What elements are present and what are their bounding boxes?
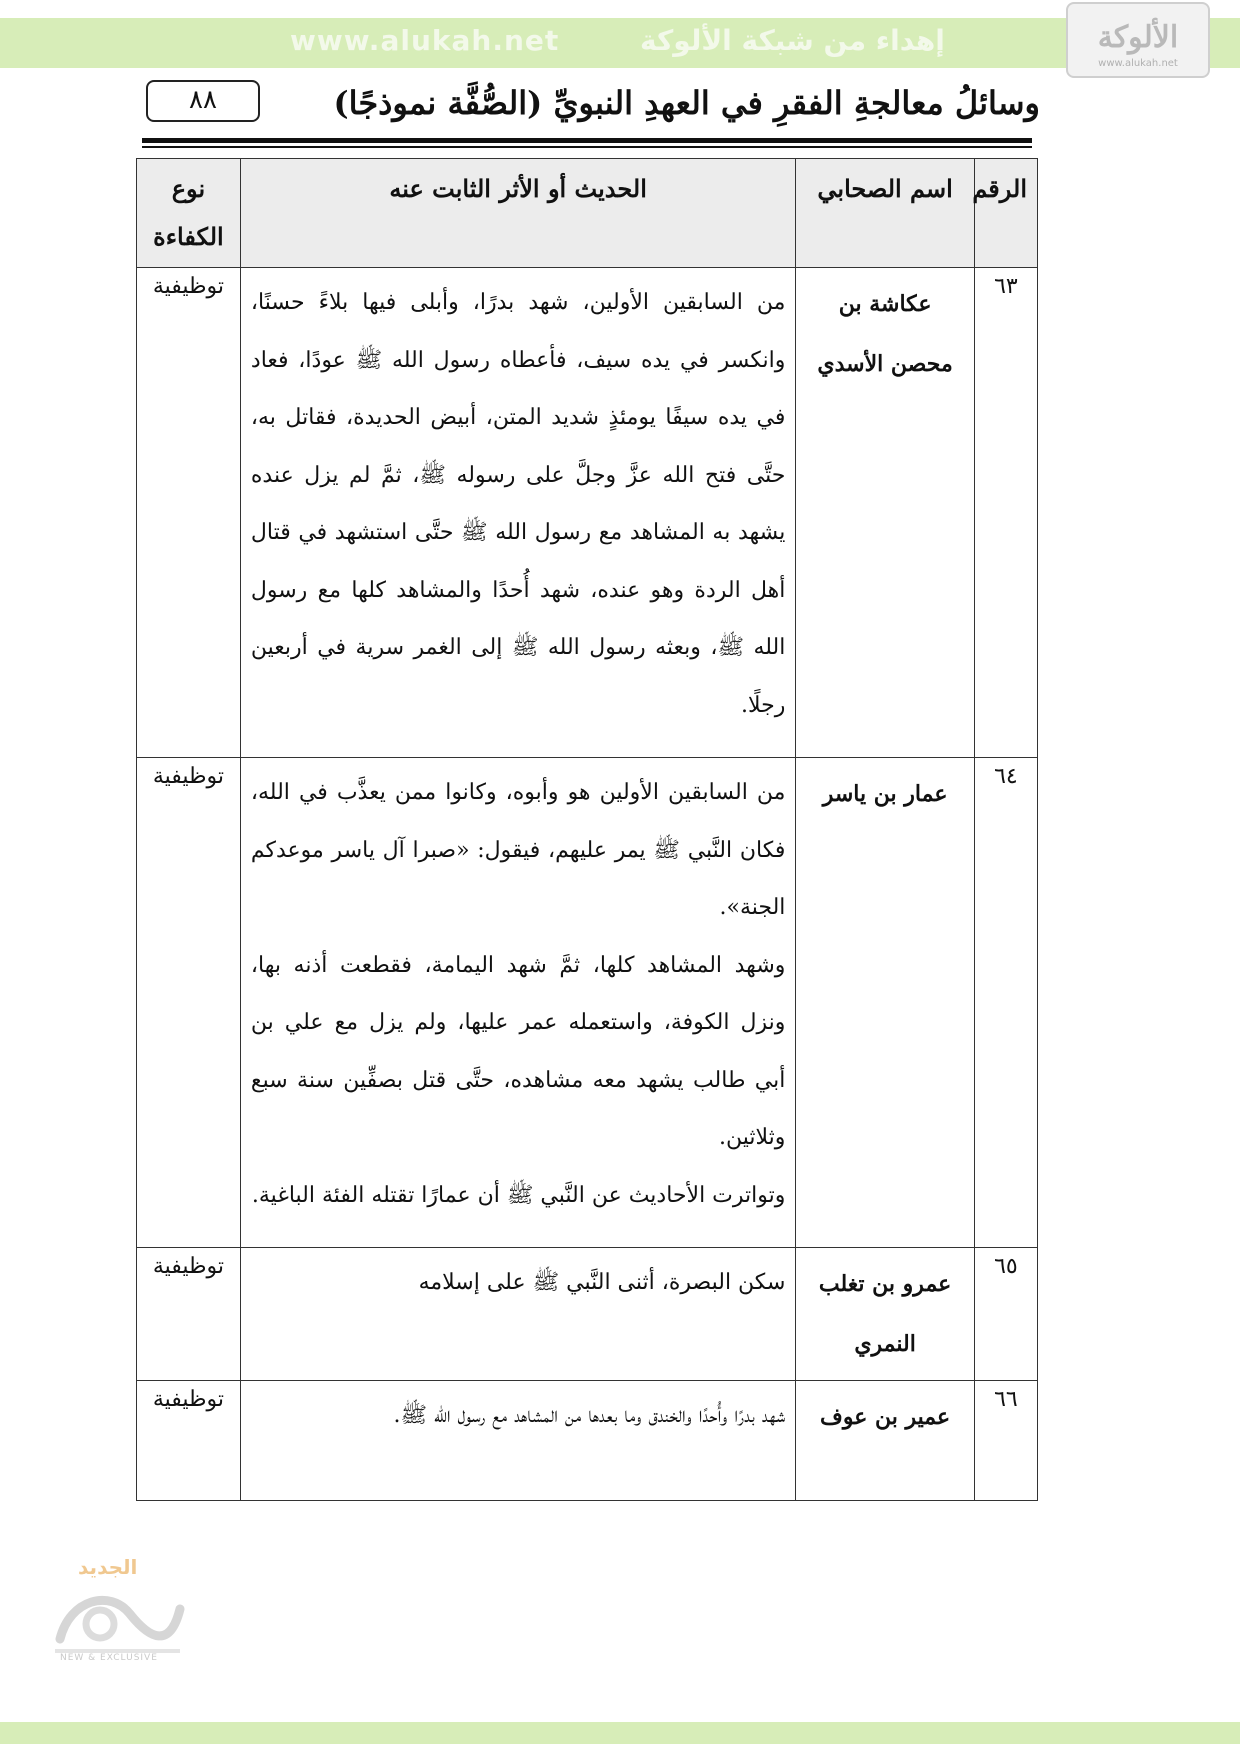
companion-name: عمرو بن تغلب النمري [796, 1248, 974, 1381]
header-rule-thin [142, 146, 1032, 148]
table-row [137, 1248, 1038, 1381]
table-row [137, 268, 1038, 758]
narration-paragraph: وتواترت الأحاديث عن النَّبي ﷺ أن عمارًا تقتله الفئة الباغية. [251, 1182, 786, 1208]
narration-paragraph: من السابقين الأولين هو وأبوه، وكانوا ممن يعذَّب في الله، فكان النَّبي ﷺ يمر عليهم، فيقول: «صبرا آل ياسر موعدكم الجنة». [250, 780, 786, 920]
narration-text [240, 1381, 796, 1501]
header-rule-thick [142, 138, 1032, 143]
competency-type: توظيفية [137, 758, 241, 1248]
narration-text [240, 1248, 796, 1381]
page-number: ٨٨ [146, 80, 260, 122]
narration-paragraph: شهد بدرًا وأُحدًا والخندق وما بعدها من المشاهد مع رسول الله ﷺ. [393, 1403, 786, 1428]
row-number: ٦٦ [974, 1381, 1037, 1501]
narration-paragraph: من السابقين الأولين، شهد بدرًا، وأبلى فيها بلاءً حسنًا، وانكسر في يده سيف، فأعطاه رسول الله ﷺ عودًا، فعاد في يده سيفًا يومئذٍ شديد المتن، أبيض الحديدة، فقاتل به، حتَّى فتح الله عزَّ وجلَّ على رسوله ﷺ، ثمَّ لم يزل عنده يشهد به المشاهد مع رسول الله ﷺ حتَّى استشهد في قتال أهل الردة وهو عنده، شهد أُحدًا والمشاهد كلها مع رسول الله ﷺ، وبعثه رسول الله ﷺ إلى الغمر سرية في أربعين رجلًا. [250, 290, 786, 718]
companions-table [136, 158, 1038, 1501]
table-header-row [137, 159, 1038, 268]
page-title: وسائلُ معالجةِ الفقرِ في العهدِ النبويِّ (الصُّفَّة نموذجًا) [333, 84, 1040, 122]
header-type: نوع الكفاءة [137, 159, 241, 268]
watermark-calligraphy-icon [40, 1579, 190, 1659]
logo-url: www.alukah.net [1098, 58, 1178, 69]
table-row [137, 1381, 1038, 1501]
header-name: اسم الصحابي [796, 159, 974, 268]
banner-text: إهداء من شبكة الألوكة [640, 24, 945, 57]
banner-url: www.alukah.net [290, 24, 560, 57]
row-number: ٦٤ [974, 758, 1037, 1248]
row-number: ٦٥ [974, 1248, 1037, 1381]
alukah-logo [1066, 2, 1210, 78]
new-exclusive-watermark [40, 1555, 190, 1665]
top-banner [0, 18, 1240, 68]
narration-text [240, 758, 796, 1248]
table-row [137, 758, 1038, 1248]
competency-type: توظيفية [137, 1381, 241, 1501]
companion-name: عمار بن ياسر [796, 758, 974, 1248]
competency-type: توظيفية [137, 268, 241, 758]
row-number: ٦٣ [974, 268, 1037, 758]
watermark-badge: الجديد [78, 1555, 138, 1579]
narration-text [240, 268, 796, 758]
companion-name: عمير بن عوف [796, 1381, 974, 1501]
companion-name: عكاشة بن محصن الأسدي [796, 268, 974, 758]
watermark-english: NEW & EXCLUSIVE [60, 1653, 158, 1663]
logo-text: الألوكة [1097, 20, 1179, 55]
header-num: الرقم [974, 159, 1037, 268]
competency-type: توظيفية [137, 1248, 241, 1381]
narration-paragraph: وشهد المشاهد كلها، ثمَّ شهد اليمامة، فقطعت أذنه بها، ونزل الكوفة، واستعمله عمر عليها، ولم يزل مع علي بن أبي طالب يشهد معه مشاهده، حتَّى قتل بصفِّين سنة سبع وثلاثين. [250, 952, 786, 1150]
bottom-banner [0, 1722, 1240, 1744]
header-text: الحديث أو الأثر الثابت عنه [240, 159, 796, 268]
narration-paragraph: سكن البصرة، أثنى النَّبي ﷺ على إسلامه [418, 1270, 786, 1295]
